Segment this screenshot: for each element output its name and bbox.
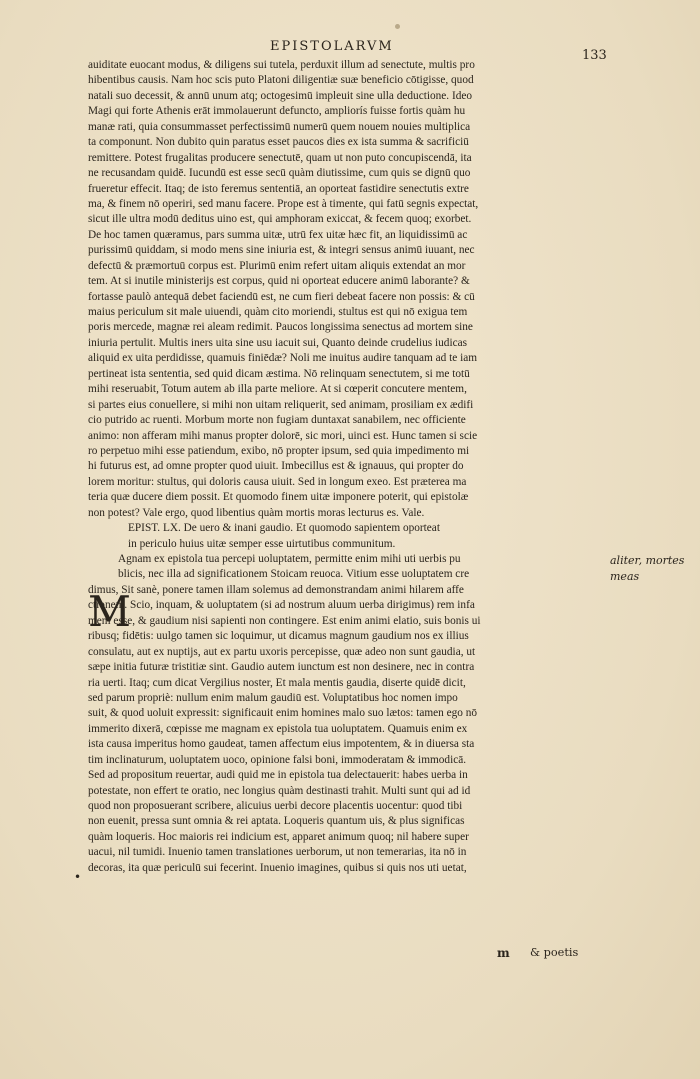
epistle-text-line: quàm loqueris. Hoc maioris rei indicium est, apparet animum quoq; nil habere super (88, 830, 469, 843)
epistle-text-line: sed parum propriè: nullum enim malum gaudiū est. Voluptatibus hoc nomen impo (88, 691, 458, 704)
body-text-line: aliquid ex uita perdidisse, quamuis finiēdæ? Noli me inuitus audire tanquam ad te iam (88, 352, 478, 365)
epistle-text-line: tim inclinaturum, uoluptatem uoco, opinione falsi boni, immoderatam & immodicā. (88, 753, 467, 766)
epistle-text-line: potestate, non effert te oratio, nec longius quàm destinasti trahit. Multi sunt qui ad id (88, 784, 471, 797)
ink-speck (395, 24, 400, 29)
epistle-text-line: Sed ad propositum reuertar, audi quid me in epistola tua delectauerit: habes uerba in (88, 769, 468, 782)
epistle-text-line: suit, & quod uoluit expressit: significauit enim homines malo suo lætos: tamen ego nō (88, 707, 478, 720)
body-text-line: natali suo decessit, & annū unum atq; octogesimū impleuit sine ulla deductione. Ideo (88, 89, 473, 102)
epistle-text-line: ribusq; fidētis: uulgo tamen sic loquimur, ut dicamus magnum gaudium nos ex illius (88, 630, 469, 643)
body-text-line: animo: non afferam mihi manus propter dolorē, sic mori, uinci est. Hunc tamen si scie (88, 429, 478, 442)
body-text-line: ne recusandam quidē. Iucundū est esse secū quàm diutissime, cum quis se dignū quo (88, 167, 471, 180)
body-text-line: teria quæ ducere diem possit. Et quomodo finem uitæ imponere poterit, qui epistolæ (88, 491, 469, 504)
body-text-line: non potest? Vale ergo, quod libentius quàm mortis moras lecturus es. Vale. (88, 506, 425, 519)
margin-note-line: meas (610, 570, 640, 583)
margin-note-line: aliter, mortes (610, 554, 685, 567)
epistle-text-line: blicis, nec illa ad significationem Stoicam reuoca. Vitium esse uoluptatem cre (118, 568, 470, 581)
body-text-line: defectū & præmortuū corpus est. Plurimū enim refert uitam aliquis extendat an mor (88, 259, 466, 272)
margin-note (610, 553, 684, 585)
body-text-line: mihi reseruabit, Totum autem ab illa parte meliore. At si cœperit concutere mentem, (88, 383, 467, 396)
body-text-line: ro perpetuo mihi esse patiendum, exibo, nō propter ipsum, sed quia impedimento mi (88, 444, 470, 457)
body-text-line: Magi qui forte Athenis erāt immolauerunt defuncto, ampliorís fuisse fortis quàm hu (88, 105, 466, 118)
epistle-text-line: ria uerti. Itaq; cum dicat Vergilius noster, Et mala mentis gaudia, diserte quidē dicit, (88, 676, 466, 689)
epistle-heading-line: EPIST. LX. De uero & inani gaudio. Et quomodo sapientem oporteat (128, 522, 440, 535)
epistle-text-line: immerito dixerā, cœpisse me magnam ex epistola tua uoluptatem. Quamuis enim ex (88, 722, 468, 735)
epistle-text-line: dimus, Sit sanè, ponere tamen illam solemus ad demonstrandam animi hilarem affe (88, 583, 464, 596)
page-number: 133 (582, 48, 607, 63)
body-text-line: tem. At si inutile ministerijs est corpus, quid ni oporteat educere animū laborante? & (88, 275, 470, 288)
body-text-line: maius periculum sit male uiuendi, quàm cito moriendi, stultus est qui nō exigua tem (88, 306, 468, 318)
body-text-line: purissimū quiddam, si modo mens sine iniuria est, & integri sensus animū iuuant, nec (88, 244, 475, 257)
catchword: & poetis (530, 946, 579, 959)
epistle-text-line: consulatu, aut ex nuptijs, aut ex partu uxoris percepisse, quæ adeo non sunt gaudia, ut (88, 645, 476, 658)
drop-cap-initial: M (88, 587, 132, 636)
margin-mark: • (74, 870, 82, 884)
body-text-line: pertineat ista sententia, sed quid dicam æstima. Nō relinquam senectutem, si me totū (88, 367, 470, 380)
body-text-line: iniuria pertulit. Multis iners uita sine usu iacuit sui, Quanto deinde crudelius iudicas (88, 336, 468, 349)
body-text-line: cio putrido ac ruenti. Morbum morte non fugiam duntaxat sanabilem, nec officiente (88, 414, 466, 427)
epistle-heading-line: in periculo huius uitæ semper esse uirtutibus communitum. (128, 537, 396, 550)
body-text-line: hi futurus est, ad omne propter quod uiuit. Imbecillus est & ignauus, qui propter do (88, 460, 464, 473)
body-text-line: ta componunt. Non dubito quin paratus esset paucos dies ex ista summa & sacrificiū (88, 136, 469, 149)
body-text-line: ma, & finem nō operiri, sed manu facere. Prope est à timente, qui fatū segnis expectat, (88, 197, 479, 210)
signature-mark: m (497, 946, 510, 960)
text-block (88, 58, 600, 876)
epistle-text-line: ista causa imperitus homo gaudeat, tamen affectum eius impotentem, & in diuersa sta (88, 738, 475, 751)
epistle-text-line: quod non proposuerant scribere, alicuius uerbi decore placentis uocentur: quod tibi (88, 800, 463, 812)
body-text-line: sicut ille ultra modū deditus uino est, qui amphoram exiccat, & fecem quoq; exorbet. (88, 213, 472, 226)
body-text-line: hibentibus causis. Nam hoc scis puto Platoni diligentiæ suæ beneficio cōtigisse, quod (88, 74, 474, 87)
body-text-line: poris mercede, magnæ rei aleam redimit. Paucos longissima senectus ad mortem sine (88, 321, 473, 334)
body-text-line: lorem moritur: stultus, qui doloris causa uiuit. Sed in longum exeo. Est præterea ma (88, 475, 467, 488)
epistle-text-line: uacui, nil tumidi. Inuenio tamen translationes uerborum, ut non temerarias, ita nō in (88, 846, 467, 859)
body-text-line: remittere. Potest frugalitas producere senectutē, quam ut non puto concupiscendā, ita (88, 151, 472, 164)
body-text-line: De hoc tamen quæramus, pars summa uitæ, utrū fex uitæ hæc fit, an liquidissimū ac (88, 228, 468, 241)
epistle-text-line: decoras, ita quæ periculū sui fecerint. Inuenio imagines, quibus si quis nos uti uetat, (88, 861, 467, 874)
epistle-text-line: sæpe initia futuræ tristitiæ sint. Gaudio autem iunctum est non desinere, nec in contra (88, 661, 475, 674)
epistle-text-line: mem esse, & gaudium nisi sapienti non contingere. Est enim animi elatio, suis bonis ui (88, 614, 481, 627)
body-text-line: manæ rati, quia consummasset perfectissimū numerū quem nouem nouies multiplica (88, 120, 471, 133)
body-text-line: fortasse paulò antequā debet faciendū est, ne cum fieri debeat facere non possis: & cū (88, 290, 475, 303)
body-text-line: si partes eius conuellere, si mihi non uitam reliquerit, sed animam, prosiliam ex ædifi (88, 398, 474, 411)
body-text-line: frueretur effecit. Itaq; de isto feremus sententiā, an oporteat fastidire senectutis extre (88, 182, 469, 195)
running-head: EPISTOLARVM (270, 39, 394, 54)
epistle-text-line: non euenit, pressa sunt omnia & rei aptata. Loqueris quantum uis, & plus significas (88, 815, 465, 828)
epistle-text-line: ctionem. Scio, inquam, & uoluptatem (si ad nostrum aluum uerba dirigimus) rem infa (88, 599, 475, 612)
epistle-text-line: Agnam ex epistola tua percepi uoluptatem, permitte enim mihi uti uerbis pu (118, 553, 461, 565)
body-text-line: auiditate euocant modus, & diligens sui tutela, perduxit illum ad senectute, multis pro (88, 59, 475, 71)
